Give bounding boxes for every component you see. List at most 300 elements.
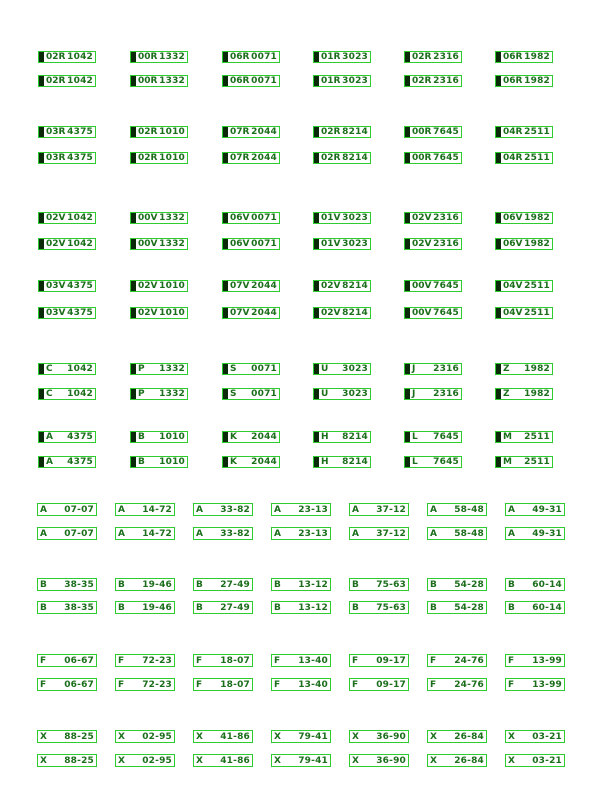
plate-number: 1332 (159, 364, 185, 374)
plate-number: 7645 (433, 153, 459, 163)
plate-badge (405, 389, 410, 399)
plate-letters: 02R (138, 127, 158, 137)
plate-number: 60-14 (532, 602, 562, 613)
plate-letters: 02R (321, 153, 341, 163)
plate-number: 41-86 (220, 755, 250, 766)
plate-letters: A (508, 504, 515, 515)
plate-badge (496, 52, 501, 62)
plate-badge (39, 389, 44, 399)
plate-number: 3023 (342, 76, 368, 86)
plate-letters: F (274, 679, 281, 690)
plate-badge (131, 364, 136, 374)
license-plate (271, 754, 331, 767)
plate-number: 8214 (342, 432, 368, 442)
plate-badge (314, 364, 319, 374)
plate-number: 26-84 (454, 755, 484, 766)
plate-number: 75-63 (376, 579, 406, 590)
plate-letters: 03R (46, 127, 66, 137)
license-plate (404, 212, 462, 224)
plate-letters: 00R (412, 153, 432, 163)
plate-badge (314, 281, 319, 291)
license-plate (38, 238, 96, 250)
plate-number: 03-21 (532, 755, 562, 766)
plate-number: 2511 (524, 457, 550, 467)
plate-number: 2044 (251, 308, 277, 318)
plate-letters: C (46, 364, 53, 374)
plate-number: 1332 (159, 52, 185, 62)
license-plate (313, 388, 371, 400)
plate-number: 13-12 (298, 579, 328, 590)
plate-badge (131, 213, 136, 223)
plate-number: 4375 (67, 127, 93, 137)
plate-number: 2044 (251, 153, 277, 163)
plate-letters: 02R (46, 52, 66, 62)
plate-badge (405, 281, 410, 291)
plate-letters: F (118, 655, 125, 666)
plate-letters: 06R (503, 52, 523, 62)
license-plate (115, 678, 175, 691)
plate-letters: F (430, 655, 437, 666)
plate-badge (223, 239, 228, 249)
license-plate (313, 51, 371, 63)
license-plate (495, 431, 553, 443)
plate-number: 26-84 (454, 731, 484, 742)
plate-number: 33-82 (220, 528, 250, 539)
license-plate (38, 51, 96, 63)
plate-letters: F (508, 679, 515, 690)
plate-letters: 07R (230, 153, 250, 163)
plate-letters: X (430, 755, 437, 766)
plate-letters: B (352, 602, 359, 613)
plate-badge (131, 153, 136, 163)
plate-letters: 02V (46, 213, 66, 223)
plate-number: 13-12 (298, 602, 328, 613)
plate-badge (405, 76, 410, 86)
plate-number: 41-86 (220, 731, 250, 742)
plate-letters: X (430, 731, 437, 742)
plate-number: 07-07 (64, 504, 94, 515)
license-plate (404, 307, 462, 319)
license-plate (193, 601, 253, 614)
plate-badge (131, 432, 136, 442)
license-plate (505, 654, 565, 667)
plate-number: 72-23 (142, 679, 172, 690)
plate-number: 8214 (342, 457, 368, 467)
license-plate (130, 280, 188, 292)
plate-letters: B (508, 579, 515, 590)
plate-letters: S (230, 364, 237, 374)
plate-number: 4375 (67, 432, 93, 442)
license-plate (313, 431, 371, 443)
license-plate (130, 238, 188, 250)
license-plate (222, 456, 280, 468)
license-plate (404, 388, 462, 400)
plate-badge (314, 239, 319, 249)
plate-number: 2316 (433, 52, 459, 62)
plate-letters: B (40, 602, 47, 613)
plate-letters: X (118, 731, 125, 742)
plate-number: 1982 (524, 52, 550, 62)
plate-badge (39, 76, 44, 86)
plate-letters: X (196, 731, 203, 742)
plate-badge (39, 153, 44, 163)
plate-letters: 06R (230, 52, 250, 62)
plate-letters: A (196, 528, 203, 539)
license-plate (495, 388, 553, 400)
plate-number: 1010 (159, 153, 185, 163)
license-plate (349, 601, 409, 614)
plate-letters: Z (503, 364, 510, 374)
plate-number: 3023 (342, 52, 368, 62)
license-plate (313, 456, 371, 468)
plate-letters: B (274, 579, 281, 590)
plate-letters: P (138, 389, 145, 399)
plate-badge (496, 153, 501, 163)
plate-number: 3023 (342, 364, 368, 374)
plate-letters: U (321, 364, 329, 374)
license-plate (271, 654, 331, 667)
plate-number: 2044 (251, 457, 277, 467)
license-plate (271, 578, 331, 591)
plate-letters: 07V (230, 308, 250, 318)
plate-number: 18-07 (220, 679, 250, 690)
plate-badge (223, 213, 228, 223)
license-plate (130, 388, 188, 400)
license-plate (313, 75, 371, 87)
license-plate (222, 212, 280, 224)
plate-letters: 02V (138, 308, 158, 318)
plate-letters: 03V (46, 308, 66, 318)
plate-letters: 06R (230, 76, 250, 86)
plate-number: 1010 (159, 457, 185, 467)
license-plate (505, 678, 565, 691)
plate-letters: 04R (503, 153, 523, 163)
plate-letters: B (118, 579, 125, 590)
plate-letters: A (508, 528, 515, 539)
plate-number: 2511 (524, 153, 550, 163)
plate-letters: F (40, 655, 47, 666)
plate-number: 37-12 (376, 528, 406, 539)
plate-badge (223, 52, 228, 62)
plate-number: 13-99 (532, 655, 562, 666)
license-plate (38, 152, 96, 164)
plate-number: 2511 (524, 308, 550, 318)
plate-number: 0071 (251, 76, 277, 86)
license-plate (313, 307, 371, 319)
plate-letters: F (118, 679, 125, 690)
plate-number: 09-17 (376, 679, 406, 690)
plate-number: 1332 (159, 239, 185, 249)
plate-number: 14-72 (142, 528, 172, 539)
plate-number: 1042 (67, 364, 93, 374)
license-plate (193, 730, 253, 743)
plate-number: 7645 (433, 457, 459, 467)
plate-letters: L (412, 457, 418, 467)
license-plate (37, 730, 97, 743)
plate-letters: K (230, 432, 237, 442)
license-plate (495, 126, 553, 138)
plate-letters: A (430, 528, 437, 539)
plate-letters: F (430, 679, 437, 690)
license-plate (38, 75, 96, 87)
license-plate (38, 388, 96, 400)
plate-badge (223, 364, 228, 374)
license-plate (130, 456, 188, 468)
license-plate (130, 75, 188, 87)
plate-letters: B (196, 579, 203, 590)
license-plate (193, 527, 253, 540)
license-plate (271, 503, 331, 516)
license-plate (404, 431, 462, 443)
plate-letters: S (230, 389, 237, 399)
license-plate (505, 601, 565, 614)
plate-letters: 00R (138, 52, 158, 62)
license-plate (495, 152, 553, 164)
plate-letters: Z (503, 389, 510, 399)
license-plate (349, 527, 409, 540)
plate-letters: A (46, 457, 53, 467)
plate-badge (131, 239, 136, 249)
license-plate (495, 363, 553, 375)
plate-number: 38-35 (64, 602, 94, 613)
license-plate (38, 307, 96, 319)
plate-number: 54-28 (454, 579, 484, 590)
plate-badge (39, 432, 44, 442)
license-plate (349, 730, 409, 743)
plate-number: 2044 (251, 127, 277, 137)
license-plate (115, 730, 175, 743)
plate-badge (314, 389, 319, 399)
plate-number: 7645 (433, 127, 459, 137)
plate-letters: 02R (138, 153, 158, 163)
plate-number: 3023 (342, 213, 368, 223)
plate-number: 79-41 (298, 731, 328, 742)
license-plate (495, 280, 553, 292)
plate-number: 24-76 (454, 655, 484, 666)
license-plate (427, 754, 487, 767)
plate-badge (39, 239, 44, 249)
plate-letters: A (40, 504, 47, 515)
plate-number: 2316 (433, 389, 459, 399)
plate-letters: F (352, 655, 359, 666)
plate-number: 0071 (251, 239, 277, 249)
plate-badge (223, 281, 228, 291)
plate-badge (39, 281, 44, 291)
plate-letters: 01V (321, 213, 341, 223)
plate-letters: 07R (230, 127, 250, 137)
license-plate (38, 126, 96, 138)
plate-number: 88-25 (64, 755, 94, 766)
license-plate (349, 503, 409, 516)
plate-letters: F (352, 679, 359, 690)
plate-letters: 07V (230, 281, 250, 291)
plate-badge (223, 389, 228, 399)
plate-letters: B (40, 579, 47, 590)
plate-number: 49-31 (532, 528, 562, 539)
plate-letters: F (508, 655, 515, 666)
plate-letters: A (118, 504, 125, 515)
license-plate (222, 363, 280, 375)
plate-letters: F (40, 679, 47, 690)
plate-badge (405, 213, 410, 223)
license-plate (222, 51, 280, 63)
plate-number: 7645 (433, 308, 459, 318)
plate-letters: 01R (321, 76, 341, 86)
license-plate (495, 307, 553, 319)
plate-number: 75-63 (376, 602, 406, 613)
plate-letters: 03R (46, 153, 66, 163)
plate-letters: B (138, 432, 145, 442)
plate-letters: X (118, 755, 125, 766)
plate-letters: X (40, 731, 47, 742)
plate-number: 27-49 (220, 579, 250, 590)
plate-letters: B (274, 602, 281, 613)
plate-number: 49-31 (532, 504, 562, 515)
plate-badge (314, 52, 319, 62)
license-plate (38, 431, 96, 443)
plate-letters: B (138, 457, 145, 467)
license-plate (222, 152, 280, 164)
plate-number: 4375 (67, 457, 93, 467)
license-plate (38, 280, 96, 292)
license-plate (271, 678, 331, 691)
plate-badge (405, 457, 410, 467)
plate-number: 27-49 (220, 602, 250, 613)
plate-number: 1010 (159, 281, 185, 291)
plate-number: 07-07 (64, 528, 94, 539)
plate-badge (496, 432, 501, 442)
plate-letters: A (118, 528, 125, 539)
plate-letters: X (508, 731, 515, 742)
license-plate (427, 654, 487, 667)
plate-letters: 04V (503, 281, 523, 291)
plate-number: 1010 (159, 308, 185, 318)
license-plate (313, 363, 371, 375)
license-plate (193, 503, 253, 516)
plate-number: 2511 (524, 127, 550, 137)
plate-letters: B (430, 579, 437, 590)
plate-badge (131, 127, 136, 137)
plate-number: 02-95 (142, 731, 172, 742)
license-plate (404, 51, 462, 63)
plate-letters: H (321, 457, 329, 467)
plate-letters: 06V (230, 239, 250, 249)
license-plate (495, 51, 553, 63)
plate-number: 3023 (342, 389, 368, 399)
plate-letters: H (321, 432, 329, 442)
plate-badge (39, 52, 44, 62)
license-plate (115, 527, 175, 540)
license-plate (427, 730, 487, 743)
plate-badge (496, 127, 501, 137)
plate-letters: 02V (321, 308, 341, 318)
license-plate (130, 126, 188, 138)
plate-letters: 06V (230, 213, 250, 223)
plate-letters: 02V (412, 213, 432, 223)
plate-letters: 02V (412, 239, 432, 249)
plate-letters: 00V (138, 213, 158, 223)
license-plate (349, 578, 409, 591)
license-plate (130, 307, 188, 319)
plate-badge (314, 213, 319, 223)
plate-badge (39, 213, 44, 223)
plate-letters: M (503, 457, 512, 467)
plate-number: 72-23 (142, 655, 172, 666)
plate-letters: 06V (503, 213, 523, 223)
license-plate (404, 363, 462, 375)
plate-badge (496, 457, 501, 467)
license-plate (349, 678, 409, 691)
plate-number: 2044 (251, 281, 277, 291)
plate-number: 24-76 (454, 679, 484, 690)
plate-letters: 06V (503, 239, 523, 249)
plate-number: 8214 (342, 281, 368, 291)
plate-letters: 06R (503, 76, 523, 86)
plate-letters: F (274, 655, 281, 666)
plate-badge (39, 127, 44, 137)
plate-letters: A (196, 504, 203, 515)
license-plate (222, 388, 280, 400)
license-plate (313, 152, 371, 164)
plate-letters: J (412, 389, 416, 399)
plate-badge (314, 76, 319, 86)
license-plate (313, 280, 371, 292)
license-plate (115, 601, 175, 614)
plate-letters: 02V (321, 281, 341, 291)
license-plate (427, 578, 487, 591)
license-plate (505, 730, 565, 743)
license-plate (495, 238, 553, 250)
plate-number: 1010 (159, 127, 185, 137)
plate-number: 1332 (159, 213, 185, 223)
plate-number: 4375 (67, 153, 93, 163)
license-plate (130, 363, 188, 375)
plate-number: 37-12 (376, 504, 406, 515)
plate-number: 4375 (67, 281, 93, 291)
plate-badge (223, 457, 228, 467)
plate-badge (223, 76, 228, 86)
license-plate (505, 578, 565, 591)
plate-number: 1332 (159, 389, 185, 399)
license-plate (38, 456, 96, 468)
plate-number: 8214 (342, 127, 368, 137)
license-plate (404, 280, 462, 292)
plate-number: 0071 (251, 52, 277, 62)
license-plate (222, 238, 280, 250)
plate-number: 79-41 (298, 755, 328, 766)
license-plate (130, 431, 188, 443)
plate-number: 1982 (524, 76, 550, 86)
license-plate (427, 601, 487, 614)
plate-letters: X (508, 755, 515, 766)
plate-number: 2511 (524, 432, 550, 442)
license-plate (115, 503, 175, 516)
plate-number: 0071 (251, 389, 277, 399)
license-plate (38, 363, 96, 375)
plate-number: 1042 (67, 389, 93, 399)
plate-badge (496, 213, 501, 223)
plate-number: 0071 (251, 364, 277, 374)
plate-number: 3023 (342, 239, 368, 249)
plate-letters: U (321, 389, 329, 399)
plate-number: 8214 (342, 153, 368, 163)
plate-number: 09-17 (376, 655, 406, 666)
license-plate (313, 212, 371, 224)
license-plate (222, 126, 280, 138)
plate-number: 02-95 (142, 755, 172, 766)
license-plate (193, 654, 253, 667)
plate-letters: 00V (412, 281, 432, 291)
